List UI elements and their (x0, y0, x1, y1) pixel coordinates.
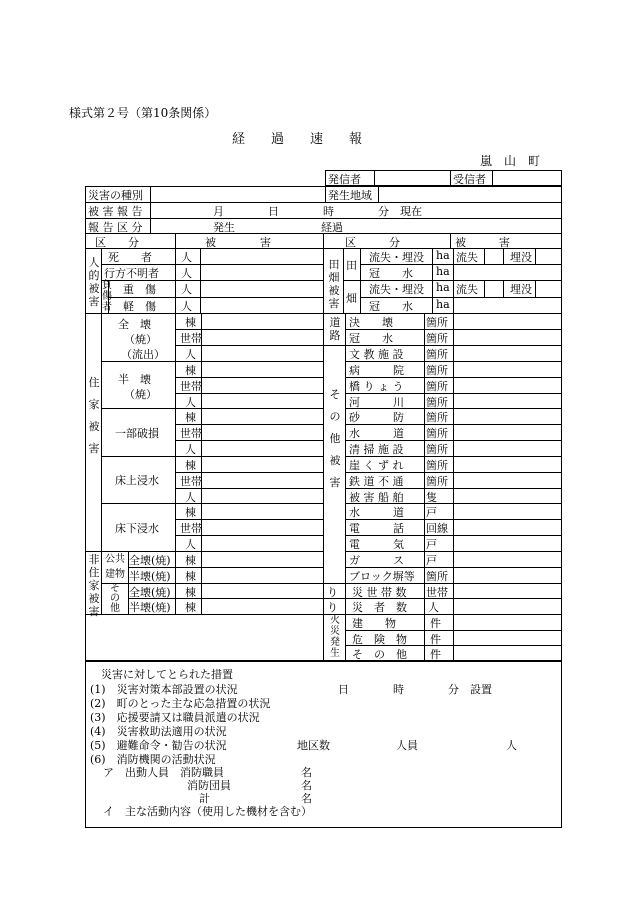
unit: 箇所 (426, 427, 448, 440)
other-damage-item: 電 気 (349, 538, 404, 551)
hq-setup-time: 日 時 分 設置 (338, 683, 492, 696)
washed-buried-label: 流失・埋没 (369, 283, 424, 296)
burnt-label: （焼） (124, 333, 157, 346)
activity-label: イ 主な活動内容（使用した機材を含む） (103, 805, 312, 818)
unit: 人 (185, 348, 196, 361)
farmland-group: 田畑被害 (328, 258, 340, 310)
buried-label: 埋没 (510, 251, 532, 264)
receiver-label: 受信者 (453, 173, 486, 186)
unit: 人 (185, 396, 196, 409)
unit: 箇所 (426, 364, 448, 377)
other-damage-item: 水 道 (349, 506, 404, 519)
other-damage-item: 文 教 施 設 (349, 348, 404, 361)
loss-label: 流失 (456, 251, 478, 264)
fire-hazardous-label: 危 険 物 (352, 633, 407, 646)
half-burn-label: 半壊(焼) (129, 570, 171, 583)
unit: 隻 (426, 491, 437, 504)
unit: 人 (185, 491, 196, 504)
other-damage-group: その他被害 (329, 388, 341, 489)
other-damage-item: 砂 防 (349, 411, 404, 424)
other-damage-item: ブロック塀等 (349, 570, 415, 583)
unit: 戸 (426, 506, 437, 519)
unit: 箇所 (426, 459, 448, 472)
casualties-group: 人的被害 (88, 256, 100, 308)
unit: 箇所 (426, 570, 448, 583)
unit: 件 (430, 648, 441, 661)
total-burn-label: 全壊(焼) (129, 554, 171, 567)
half-collapse-label: 半 壊 (118, 373, 151, 386)
road-group: 道路 (329, 316, 341, 342)
unit: 箇所 (426, 332, 448, 345)
road-breach-label: 決 壊 (349, 316, 393, 329)
other-damage-item: 水 道 (349, 427, 404, 440)
location-label: 発生地域 (328, 189, 372, 202)
nonresidential-group: 非住家被害 (88, 553, 100, 618)
burnt-label: （焼） (124, 388, 157, 401)
total-collapse-label: 全 壊 (118, 318, 151, 331)
unit: 棟 (185, 364, 196, 377)
damage-report-label: 被 害 報 告 (88, 205, 143, 218)
unit: ha (436, 298, 450, 311)
fire-building-label: 建 物 (352, 617, 396, 630)
unit: 人 (181, 300, 192, 313)
unit: 箇所 (426, 380, 448, 393)
victim-persons-label: 災 者 数 (352, 601, 407, 614)
flooded-label: 冠 水 (369, 300, 413, 313)
unit: 棟 (185, 554, 196, 567)
unit: 人 (185, 538, 196, 551)
dispatch-label: ア 出動人員 消防職員 (103, 766, 224, 779)
loss-label: 流失 (456, 283, 478, 296)
unit: 戸 (426, 538, 437, 551)
progress-label: 経過 (321, 221, 343, 234)
housing-group: 住 家 被 害 (88, 376, 111, 455)
measure-item: (3) 応援要請又は職員派遣の状況 (90, 711, 260, 724)
victim-households-prefix: り (327, 586, 338, 599)
unit: 戸 (426, 554, 437, 567)
flooded-label: 冠 水 (369, 267, 413, 280)
left-category-header: 区 分 (95, 236, 139, 249)
form-number: 様式第２号（第10条関係） (69, 106, 217, 120)
other-damage-item: ガ ス (349, 554, 404, 567)
injured-label: 負傷者 (102, 280, 112, 313)
measure-item: (5) 避難命令・勧告の状況 (90, 739, 227, 752)
road-flood-label: 冠 水 (349, 332, 393, 345)
town-name: 嵐 山 町 (480, 154, 541, 168)
field-label: 畑 (346, 292, 357, 305)
right-category-header: 区 分 (345, 236, 400, 249)
other-damage-item: 病 院 (349, 364, 404, 377)
total-burn-label: 全壊(焼) (129, 586, 171, 599)
serious-injury-label: 重 傷 (123, 283, 156, 296)
fire-other-label: そ の 他 (352, 648, 407, 661)
above-floor-flood-label: 床上浸水 (115, 474, 159, 487)
left-damage-header: 被 害 (205, 236, 271, 249)
unit: 世帯 (180, 475, 202, 488)
unit: 棟 (185, 506, 196, 519)
measures-heading: 災害に対してとられた措置 (101, 668, 233, 681)
measure-item: (2) 町のとった主な応急措置の状況 (90, 697, 271, 710)
unit: 棟 (185, 411, 196, 424)
public-building-label: 公共建物 (105, 554, 125, 580)
other-damage-item: 電 話 (349, 522, 404, 535)
other-damage-item: 河 川 (349, 396, 404, 409)
unit: 棟 (185, 601, 196, 614)
unit: 世帯 (180, 427, 202, 440)
unit: 世帯 (180, 522, 202, 535)
unit: 人 (185, 443, 196, 456)
report-datetime: 月 日 時 分 現在 (213, 205, 422, 218)
paddy-label: 田 (346, 259, 357, 272)
unit: 世帯 (426, 586, 448, 599)
unit: 箇所 (426, 475, 448, 488)
unit: 名 (301, 792, 312, 805)
unit: 箇所 (426, 411, 448, 424)
occurred-label: 発生 (213, 221, 235, 234)
below-floor-flood-label: 床下浸水 (115, 522, 159, 535)
other-damage-item: 崖 く ず れ (349, 459, 404, 472)
unit: 人 (181, 251, 192, 264)
other-damage-item: 鉄 道 不 通 (349, 475, 404, 488)
unit: 棟 (185, 570, 196, 583)
unit: ha (436, 249, 450, 262)
unit: 人 (428, 601, 439, 614)
victim-households-label: 災 世 帯 数 (352, 586, 407, 599)
unit: ha (436, 281, 450, 294)
unit: 回線 (426, 522, 448, 535)
other-damage-item: 清 掃 施 設 (349, 443, 404, 456)
unit: 名 (301, 766, 312, 779)
unit: 箇所 (426, 316, 448, 329)
unit: 人 (181, 267, 192, 280)
unit: 世帯 (180, 332, 202, 345)
unit: 世帯 (180, 380, 202, 393)
unit: 件 (430, 633, 441, 646)
washed-label: （流出） (121, 348, 165, 361)
unit: ha (436, 265, 450, 278)
report-type-label: 報 告 区 分 (88, 221, 143, 234)
other-damage-item: 橋 り ょ う (349, 380, 404, 393)
unit: 人 (181, 283, 192, 296)
half-burn-label: 半壊(焼) (129, 601, 171, 614)
unit: 件 (430, 617, 441, 630)
sender-label: 発信者 (328, 173, 361, 186)
evacuation-counts: 地区数 人員 人 (297, 739, 517, 752)
partial-damage-label: 一部破損 (115, 427, 159, 440)
missing-label: 行方不明者 (104, 267, 159, 280)
measure-item: (4) 災害救助法適用の状況 (90, 725, 227, 738)
disaster-type-label: 災害の種別 (88, 189, 143, 202)
unit: 棟 (185, 586, 196, 599)
washed-buried-label: 流失・埋没 (369, 251, 424, 264)
buried-label: 埋没 (510, 283, 532, 296)
unit: 箇所 (426, 396, 448, 409)
measure-item: (1) 災害対策本部設置の状況 (90, 683, 238, 696)
measure-item: (6) 消防機関の活動状況 (90, 753, 216, 766)
other-damage-item: 被 害 船 舶 (349, 491, 404, 504)
unit: 箇所 (426, 443, 448, 456)
victim-persons-prefix: り (327, 601, 338, 614)
right-damage-header: 被 害 (455, 236, 510, 249)
total-label: 計 (199, 792, 210, 805)
form-title: 経 過 速 報 (232, 132, 363, 147)
dead-label: 死 者 (108, 251, 152, 264)
fire-group: 火災発生 (330, 615, 340, 659)
other-building-label: その他 (110, 583, 120, 614)
minor-injury-label: 軽 傷 (123, 300, 156, 313)
unit: 箇所 (426, 348, 448, 361)
unit: 棟 (185, 316, 196, 329)
unit: 名 (301, 779, 312, 792)
volunteer-label: 消防団員 (187, 779, 231, 792)
unit: 棟 (185, 459, 196, 472)
